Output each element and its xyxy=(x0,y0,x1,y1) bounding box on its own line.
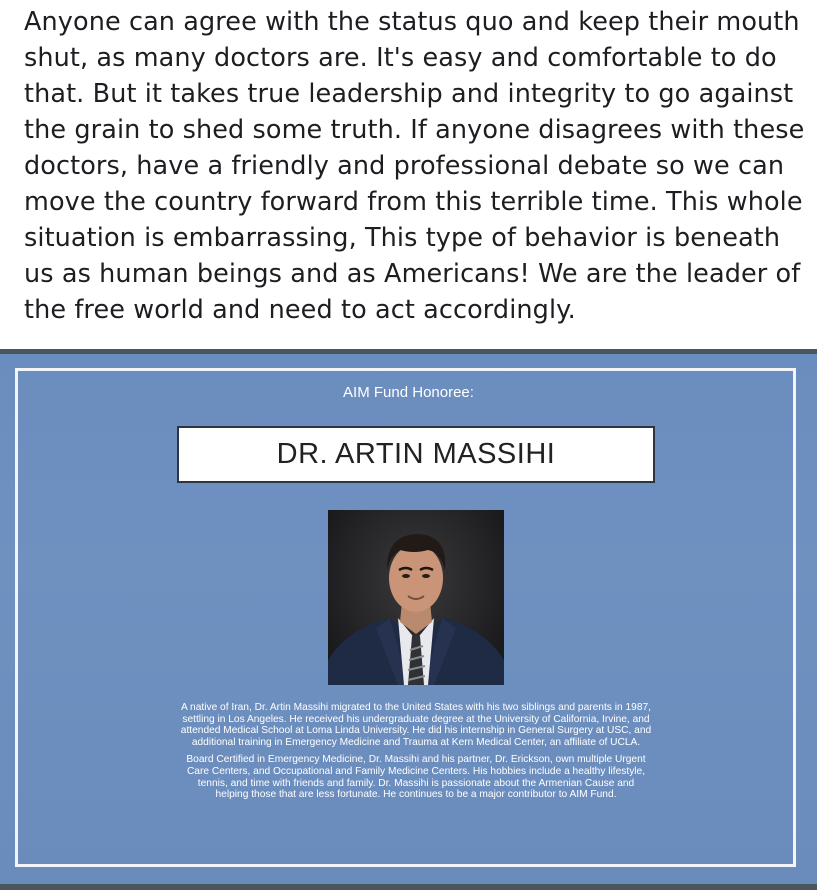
name-box xyxy=(177,426,655,483)
portrait-photo xyxy=(328,510,504,685)
post-text-line: Anyone can agree with the status quo and keep their mouth xyxy=(24,7,800,37)
post-text-line: us as human beings and as Americans! We are the leader of xyxy=(24,259,801,289)
post-text-line: situation is embarrassing, This type of behavior is beneath xyxy=(24,223,781,253)
post-text-line: the free world and need to act accordingly. xyxy=(24,295,576,325)
honoree-label: AIM Fund Honoree: xyxy=(343,384,474,401)
post-text-line: doctors, have a friendly and professional debate so we can xyxy=(24,151,785,181)
post-image[interactable] xyxy=(0,354,817,884)
post-text-line: that. But it takes true leadership and integrity to go against xyxy=(24,79,794,109)
bio-paragraph: Board Certified in Emergency Medicine, Dr. Massihi and his partner, Dr. Erickson, own multiple Urgent Care Centers, and Occupational and Family Medicine Centers. His hobbies include a healthy lifestyle, tennis, and time with friends and family. Dr. Massihi is passionate about the Armenian Cause and helping those that are less fortunate. He continues to be a major contributor to AIM Fund. xyxy=(186,754,646,801)
post-text-line: move the country forward from this terrible time. This whole xyxy=(24,187,803,217)
honoree-name: DR. ARTIN MASSIHI xyxy=(276,438,556,470)
portrait-icon xyxy=(328,510,504,685)
post-text xyxy=(24,4,809,328)
post-text-line: the grain to shed some truth. If anyone disagrees with these xyxy=(24,115,805,145)
image-frame-bottom xyxy=(0,884,817,890)
honoree-bio xyxy=(180,702,652,807)
post-text-line: shut, as many doctors are. It's easy and comfortable to do xyxy=(24,43,777,73)
bio-paragraph: A native of Iran, Dr. Artin Massihi migrated to the United States with his two siblings and parents in 1987, settling in Los Angeles. He received his undergraduate degree at the University of California, Irvine, and attended Medical School at Loma Linda University. He did his internship in General Surgery at USC, and additional training in Emergency Medicine and Trauma at Kern Medical Center, an affiliate of UCLA. xyxy=(180,702,652,748)
